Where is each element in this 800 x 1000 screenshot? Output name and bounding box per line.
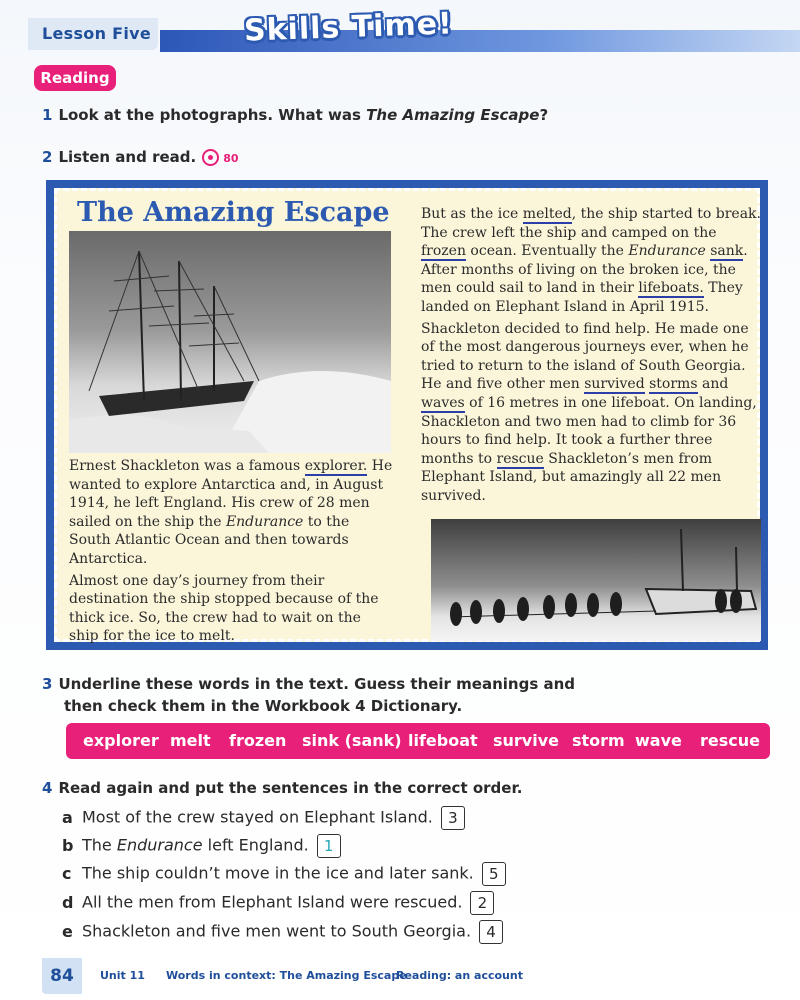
story-right-column (421, 205, 761, 506)
sentence-b (62, 834, 341, 858)
text-run: to the South Atlantic Ocean and then towards Antarctica. (69, 513, 350, 567)
text-run: But as the ice (421, 206, 523, 222)
sentence-text: Shackleton and five men went to South Georgia. (82, 921, 472, 941)
question-text: Read again and put the sentences in the correct order. (58, 779, 523, 797)
question-number: 2 (42, 148, 53, 166)
ship-illustration (69, 231, 391, 453)
sentence-letter: e (62, 921, 73, 941)
text-run: and (697, 376, 729, 393)
underlined-word: storms (649, 376, 698, 393)
underlined-word: sank (710, 243, 744, 260)
men-pulling-boat-photo (431, 519, 761, 641)
paragraph-3 (421, 205, 761, 317)
track-number: 80 (223, 152, 239, 165)
text-run: of 16 metres in one lifeboat. On landing, Shackleton and two men had to climb for 36 hours to find help. It took a further three months to (421, 394, 757, 467)
question-text: Underline these words in the text. Guess their meanings and (58, 675, 576, 693)
sentence-text: The ship couldn’t move in the ice and later sank. (82, 863, 474, 883)
paragraph-4 (421, 320, 761, 506)
footer-unit: Unit 11 (100, 969, 145, 982)
question-text-end: ? (539, 106, 549, 124)
vocab-word: survive (493, 731, 559, 750)
question-number: 3 (42, 675, 53, 693)
ship-name: Endurance (116, 835, 203, 855)
lesson-label: Lesson Five (42, 24, 152, 43)
underlined-word: survived (584, 376, 645, 393)
sentence-a (62, 806, 465, 830)
text-run: , the ship started to break. The crew left the ship and camped on the (421, 206, 761, 241)
answer-box[interactable]: 5 (482, 862, 506, 886)
answer-box[interactable]: 2 (470, 891, 494, 915)
question-number: 4 (42, 779, 53, 797)
question-2 (42, 148, 239, 166)
underlined-word: explorer. (304, 458, 368, 474)
question-text: Look at the photographs. What was (58, 106, 367, 124)
sentence-e (62, 920, 503, 944)
sentence-text: All the men from Elephant Island were rescued. (82, 892, 463, 912)
text-run: They landed on Elephant Island in April 1915. (421, 280, 743, 315)
story-inner (54, 188, 761, 645)
lifeboat-illustration (431, 519, 761, 641)
page-header (0, 0, 800, 70)
underlined-word: frozen (421, 243, 466, 260)
cd-icon[interactable] (202, 149, 219, 166)
vocab-word: storm (572, 731, 625, 750)
sentence-text: The (82, 835, 117, 855)
story-title: The Amazing Escape (77, 197, 390, 228)
reading-badge: Reading (34, 65, 116, 91)
paragraph-2: Almost one day’s journey from their destination the ship stopped because of the thick ice. So, the crew had to wait on the ship for the ice to melt. (69, 572, 379, 645)
skills-time-title: Skills Time! (243, 6, 454, 49)
story-box (46, 180, 768, 650)
paragraph-1 (69, 457, 395, 569)
footer-reading: Reading: an account (396, 969, 523, 982)
sentence-text: Most of the crew stayed on Elephant Island. (82, 807, 433, 827)
story-left-column (69, 457, 395, 646)
text-run: ocean. Eventually the (465, 243, 629, 260)
sentence-d (62, 891, 494, 915)
vocab-word: rescue (700, 731, 760, 750)
page-number: 84 (42, 958, 82, 994)
text-run: Shackleton decided to find help. He made one of the most dangerous journeys ever, when he tried to return to the island of South Georgia. He and five other men (421, 320, 749, 393)
underlined-word: lifeboats. (638, 280, 704, 297)
question-1 (42, 106, 548, 124)
vocab-word: explorer (83, 731, 159, 750)
answer-box[interactable]: 3 (441, 806, 465, 830)
question-text: Listen and read. (58, 148, 197, 166)
ship-name: Endurance (225, 513, 304, 530)
vocab-word: melt (170, 731, 211, 750)
underlined-word: rescue (496, 450, 544, 467)
sentence-c (62, 862, 506, 886)
question-3 (42, 673, 575, 717)
answer-box[interactable]: 4 (479, 920, 503, 944)
vocab-word: sink (sank) (302, 731, 402, 750)
text-run: . After months of living on the broken ice, the men could sail to land in their (421, 243, 748, 297)
sentence-letter: d (62, 892, 74, 912)
underlined-word: melted (522, 206, 572, 222)
lesson-tab (28, 18, 158, 50)
vocab-word: lifeboat (408, 731, 478, 750)
sentence-letter: c (62, 863, 72, 883)
question-title-em: The Amazing Escape (366, 106, 540, 124)
ship-photo (69, 231, 391, 453)
question-text-line2: then check them in the Workbook 4 Dictionary. (64, 697, 463, 715)
footer-words: Words in context: The Amazing Escape (166, 969, 407, 982)
answer-box[interactable]: 1 (317, 834, 341, 858)
underlined-word: waves (421, 394, 465, 411)
question-4 (42, 779, 522, 797)
text-run: He wanted to explore Antarctica and, in August 1914, he left England. His crew of 28 men sailed on the ship the (69, 458, 393, 530)
sentence-letter: a (62, 807, 73, 827)
vocab-word: wave (635, 731, 682, 750)
ship-name: Endurance (628, 243, 706, 260)
vocab-word: frozen (229, 731, 287, 750)
vocabulary-bar (66, 723, 770, 759)
text-run: Shackleton’s men from Elephant Island, but amazingly all 22 men survived. (421, 450, 722, 504)
question-number: 1 (42, 106, 53, 124)
text-run: Ernest Shackleton was a famous (69, 458, 305, 474)
sentence-text: left England. (202, 835, 309, 855)
sentence-letter: b (62, 835, 74, 855)
